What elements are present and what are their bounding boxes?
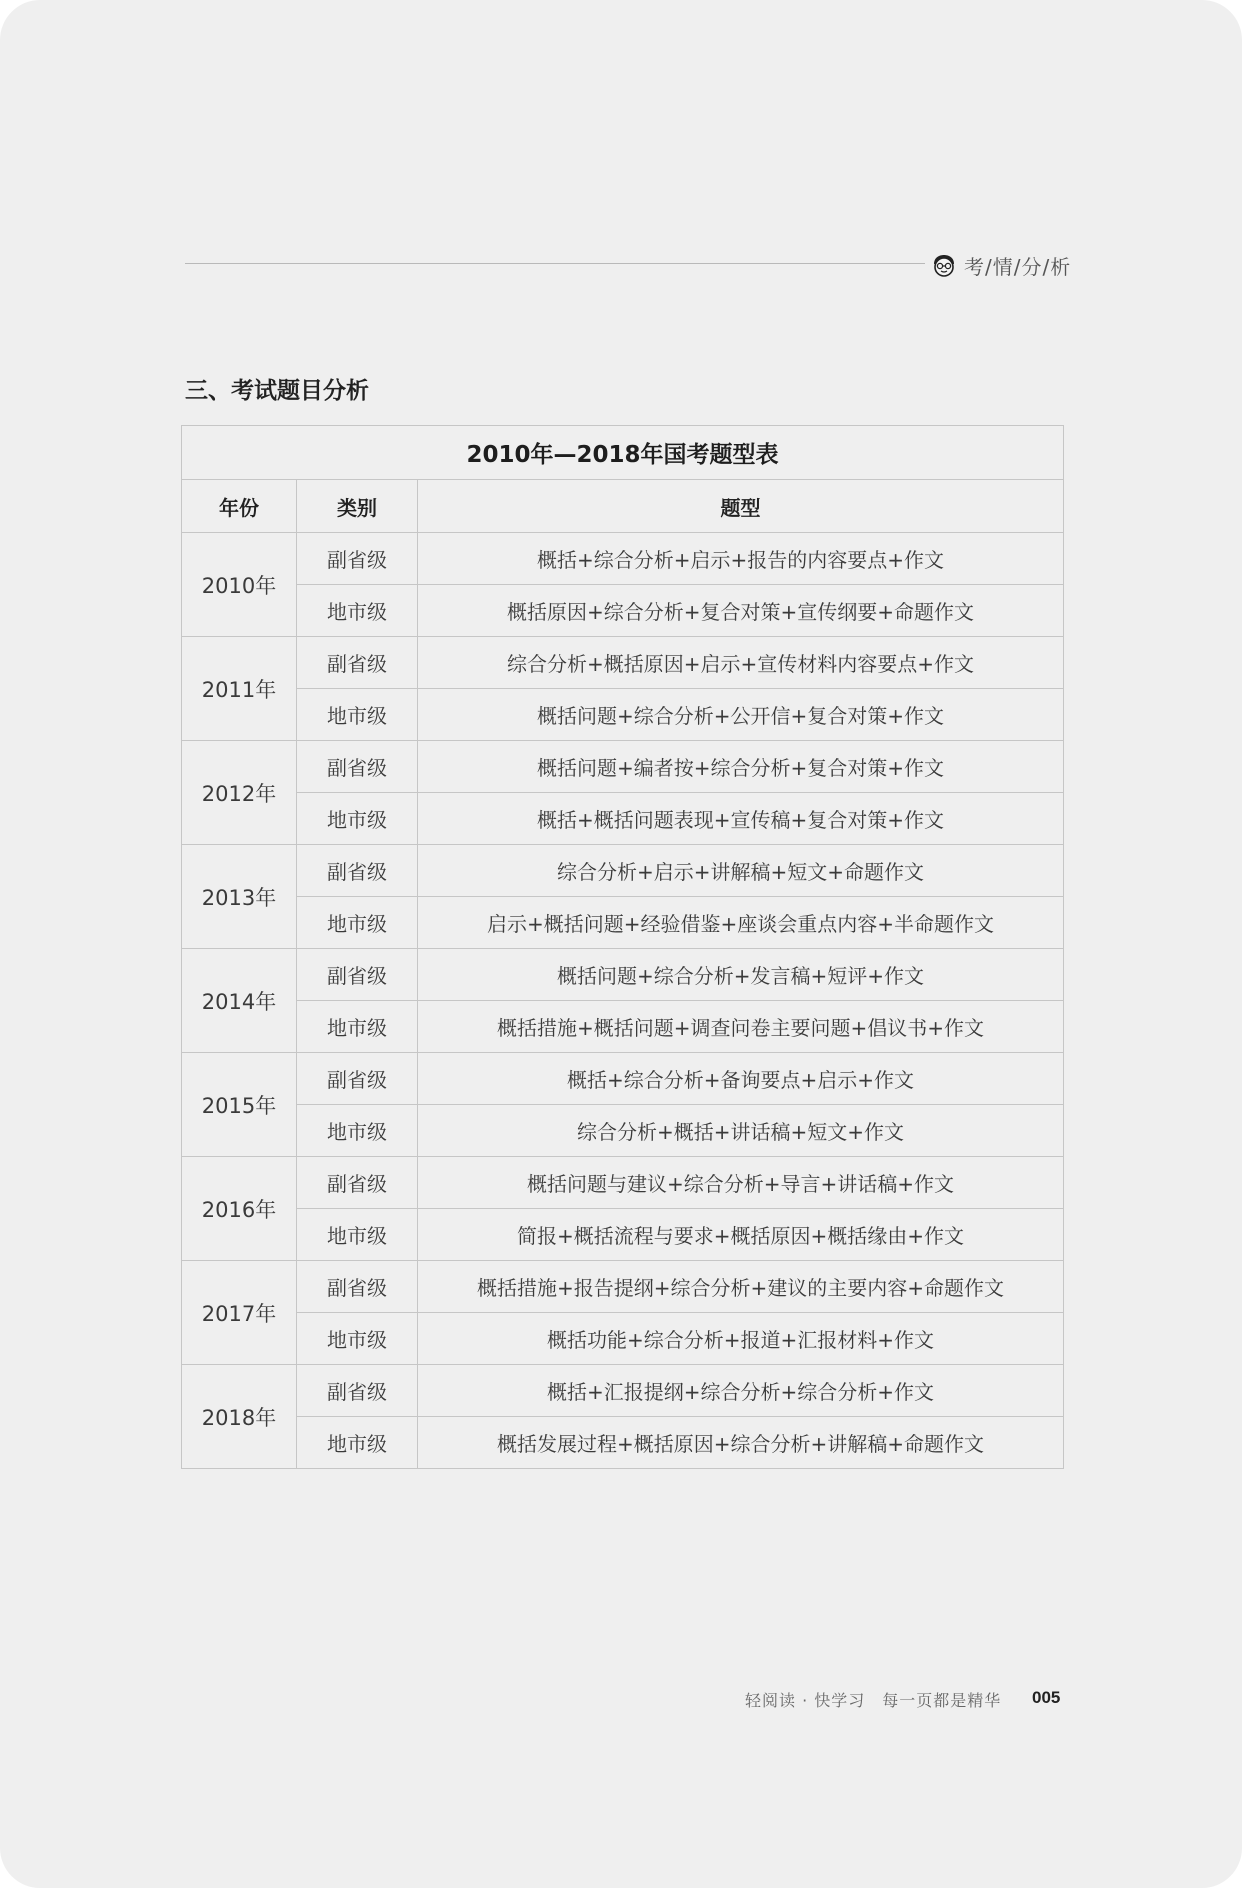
- level-cell: 副省级: [297, 1157, 418, 1209]
- footer-slogan: 轻阅读 · 快学习 每一页都是精华: [745, 1691, 1002, 1710]
- table-row: [182, 741, 1064, 793]
- level-cell: 地市级: [297, 585, 418, 637]
- cartoon-face-icon: [930, 253, 958, 277]
- table-row: [182, 793, 1064, 845]
- year-cell: 2014年: [182, 949, 297, 1053]
- type-cell: 综合分析+启示+讲解稿+短文+命题作文: [418, 845, 1064, 897]
- table-row: [182, 533, 1064, 585]
- level-cell: 副省级: [297, 741, 418, 793]
- type-cell: 概括+综合分析+启示+报告的内容要点+作文: [418, 533, 1064, 585]
- type-cell: 综合分析+概括原因+启示+宣传材料内容要点+作文: [418, 637, 1064, 689]
- table-caption: 2010年—2018年国考题型表: [182, 426, 1064, 480]
- section-header-label: 考/情/分/析: [964, 254, 1072, 279]
- table-row: [182, 949, 1064, 1001]
- table-row: [182, 1053, 1064, 1105]
- level-cell: 副省级: [297, 949, 418, 1001]
- column-header-level: 类别: [297, 480, 418, 533]
- type-cell: 启示+概括问题+经验借鉴+座谈会重点内容+半命题作文: [418, 897, 1064, 949]
- type-cell: 概括发展过程+概括原因+综合分析+讲解稿+命题作文: [418, 1417, 1064, 1469]
- year-cell: 2012年: [182, 741, 297, 845]
- year-cell: 2016年: [182, 1157, 297, 1261]
- table-caption-row: [182, 426, 1064, 480]
- type-cell: 概括原因+综合分析+复合对策+宣传纲要+命题作文: [418, 585, 1064, 637]
- type-cell: 概括问题+综合分析+发言稿+短评+作文: [418, 949, 1064, 1001]
- level-cell: 地市级: [297, 1417, 418, 1469]
- type-cell: 概括功能+综合分析+报道+汇报材料+作文: [418, 1313, 1064, 1365]
- type-cell: 概括问题+编者按+综合分析+复合对策+作文: [418, 741, 1064, 793]
- type-cell: 概括+汇报提纲+综合分析+综合分析+作文: [418, 1365, 1064, 1417]
- level-cell: 地市级: [297, 1313, 418, 1365]
- level-cell: 副省级: [297, 533, 418, 585]
- section-header: [930, 248, 1071, 282]
- level-cell: 地市级: [297, 1209, 418, 1261]
- type-cell: 概括问题与建议+综合分析+导言+讲话稿+作文: [418, 1157, 1064, 1209]
- table-row: [182, 585, 1064, 637]
- year-cell: 2011年: [182, 637, 297, 741]
- section-title: 三、考试题目分析: [185, 378, 369, 404]
- level-cell: 副省级: [297, 1053, 418, 1105]
- level-cell: 地市级: [297, 793, 418, 845]
- level-cell: 地市级: [297, 897, 418, 949]
- table-row: [182, 637, 1064, 689]
- exam-type-table: [181, 425, 1064, 1469]
- type-cell: 简报+概括流程与要求+概括原因+概括缘由+作文: [418, 1209, 1064, 1261]
- page-number: 005: [1032, 1688, 1061, 1707]
- type-cell: 概括措施+概括问题+调查问卷主要问题+倡议书+作文: [418, 1001, 1064, 1053]
- type-cell: 综合分析+概括+讲话稿+短文+作文: [418, 1105, 1064, 1157]
- type-cell: 概括措施+报告提纲+综合分析+建议的主要内容+命题作文: [418, 1261, 1064, 1313]
- type-cell: 概括+概括问题表现+宣传稿+复合对策+作文: [418, 793, 1064, 845]
- level-cell: 副省级: [297, 845, 418, 897]
- header-rule: [185, 263, 925, 264]
- year-cell: 2017年: [182, 1261, 297, 1365]
- type-cell: 概括+综合分析+备询要点+启示+作文: [418, 1053, 1064, 1105]
- table-header-row: [182, 480, 1064, 533]
- table-row: [182, 1313, 1064, 1365]
- year-cell: 2013年: [182, 845, 297, 949]
- table-row: [182, 1157, 1064, 1209]
- level-cell: 副省级: [297, 1261, 418, 1313]
- year-cell: 2010年: [182, 533, 297, 637]
- table-row: [182, 897, 1064, 949]
- table-row: [182, 1209, 1064, 1261]
- level-cell: 地市级: [297, 1001, 418, 1053]
- year-cell: 2015年: [182, 1053, 297, 1157]
- column-header-year: 年份: [182, 480, 297, 533]
- year-cell: 2018年: [182, 1365, 297, 1469]
- table-row: [182, 689, 1064, 741]
- level-cell: 副省级: [297, 637, 418, 689]
- column-header-type: 题型: [418, 480, 1064, 533]
- type-cell: 概括问题+综合分析+公开信+复合对策+作文: [418, 689, 1064, 741]
- table-row: [182, 845, 1064, 897]
- level-cell: 副省级: [297, 1365, 418, 1417]
- table-row: [182, 1365, 1064, 1417]
- table-row: [182, 1417, 1064, 1469]
- table-row: [182, 1001, 1064, 1053]
- table-row: [182, 1261, 1064, 1313]
- level-cell: 地市级: [297, 1105, 418, 1157]
- exam-type-table-container: [181, 425, 1063, 1469]
- table-row: [182, 1105, 1064, 1157]
- level-cell: 地市级: [297, 689, 418, 741]
